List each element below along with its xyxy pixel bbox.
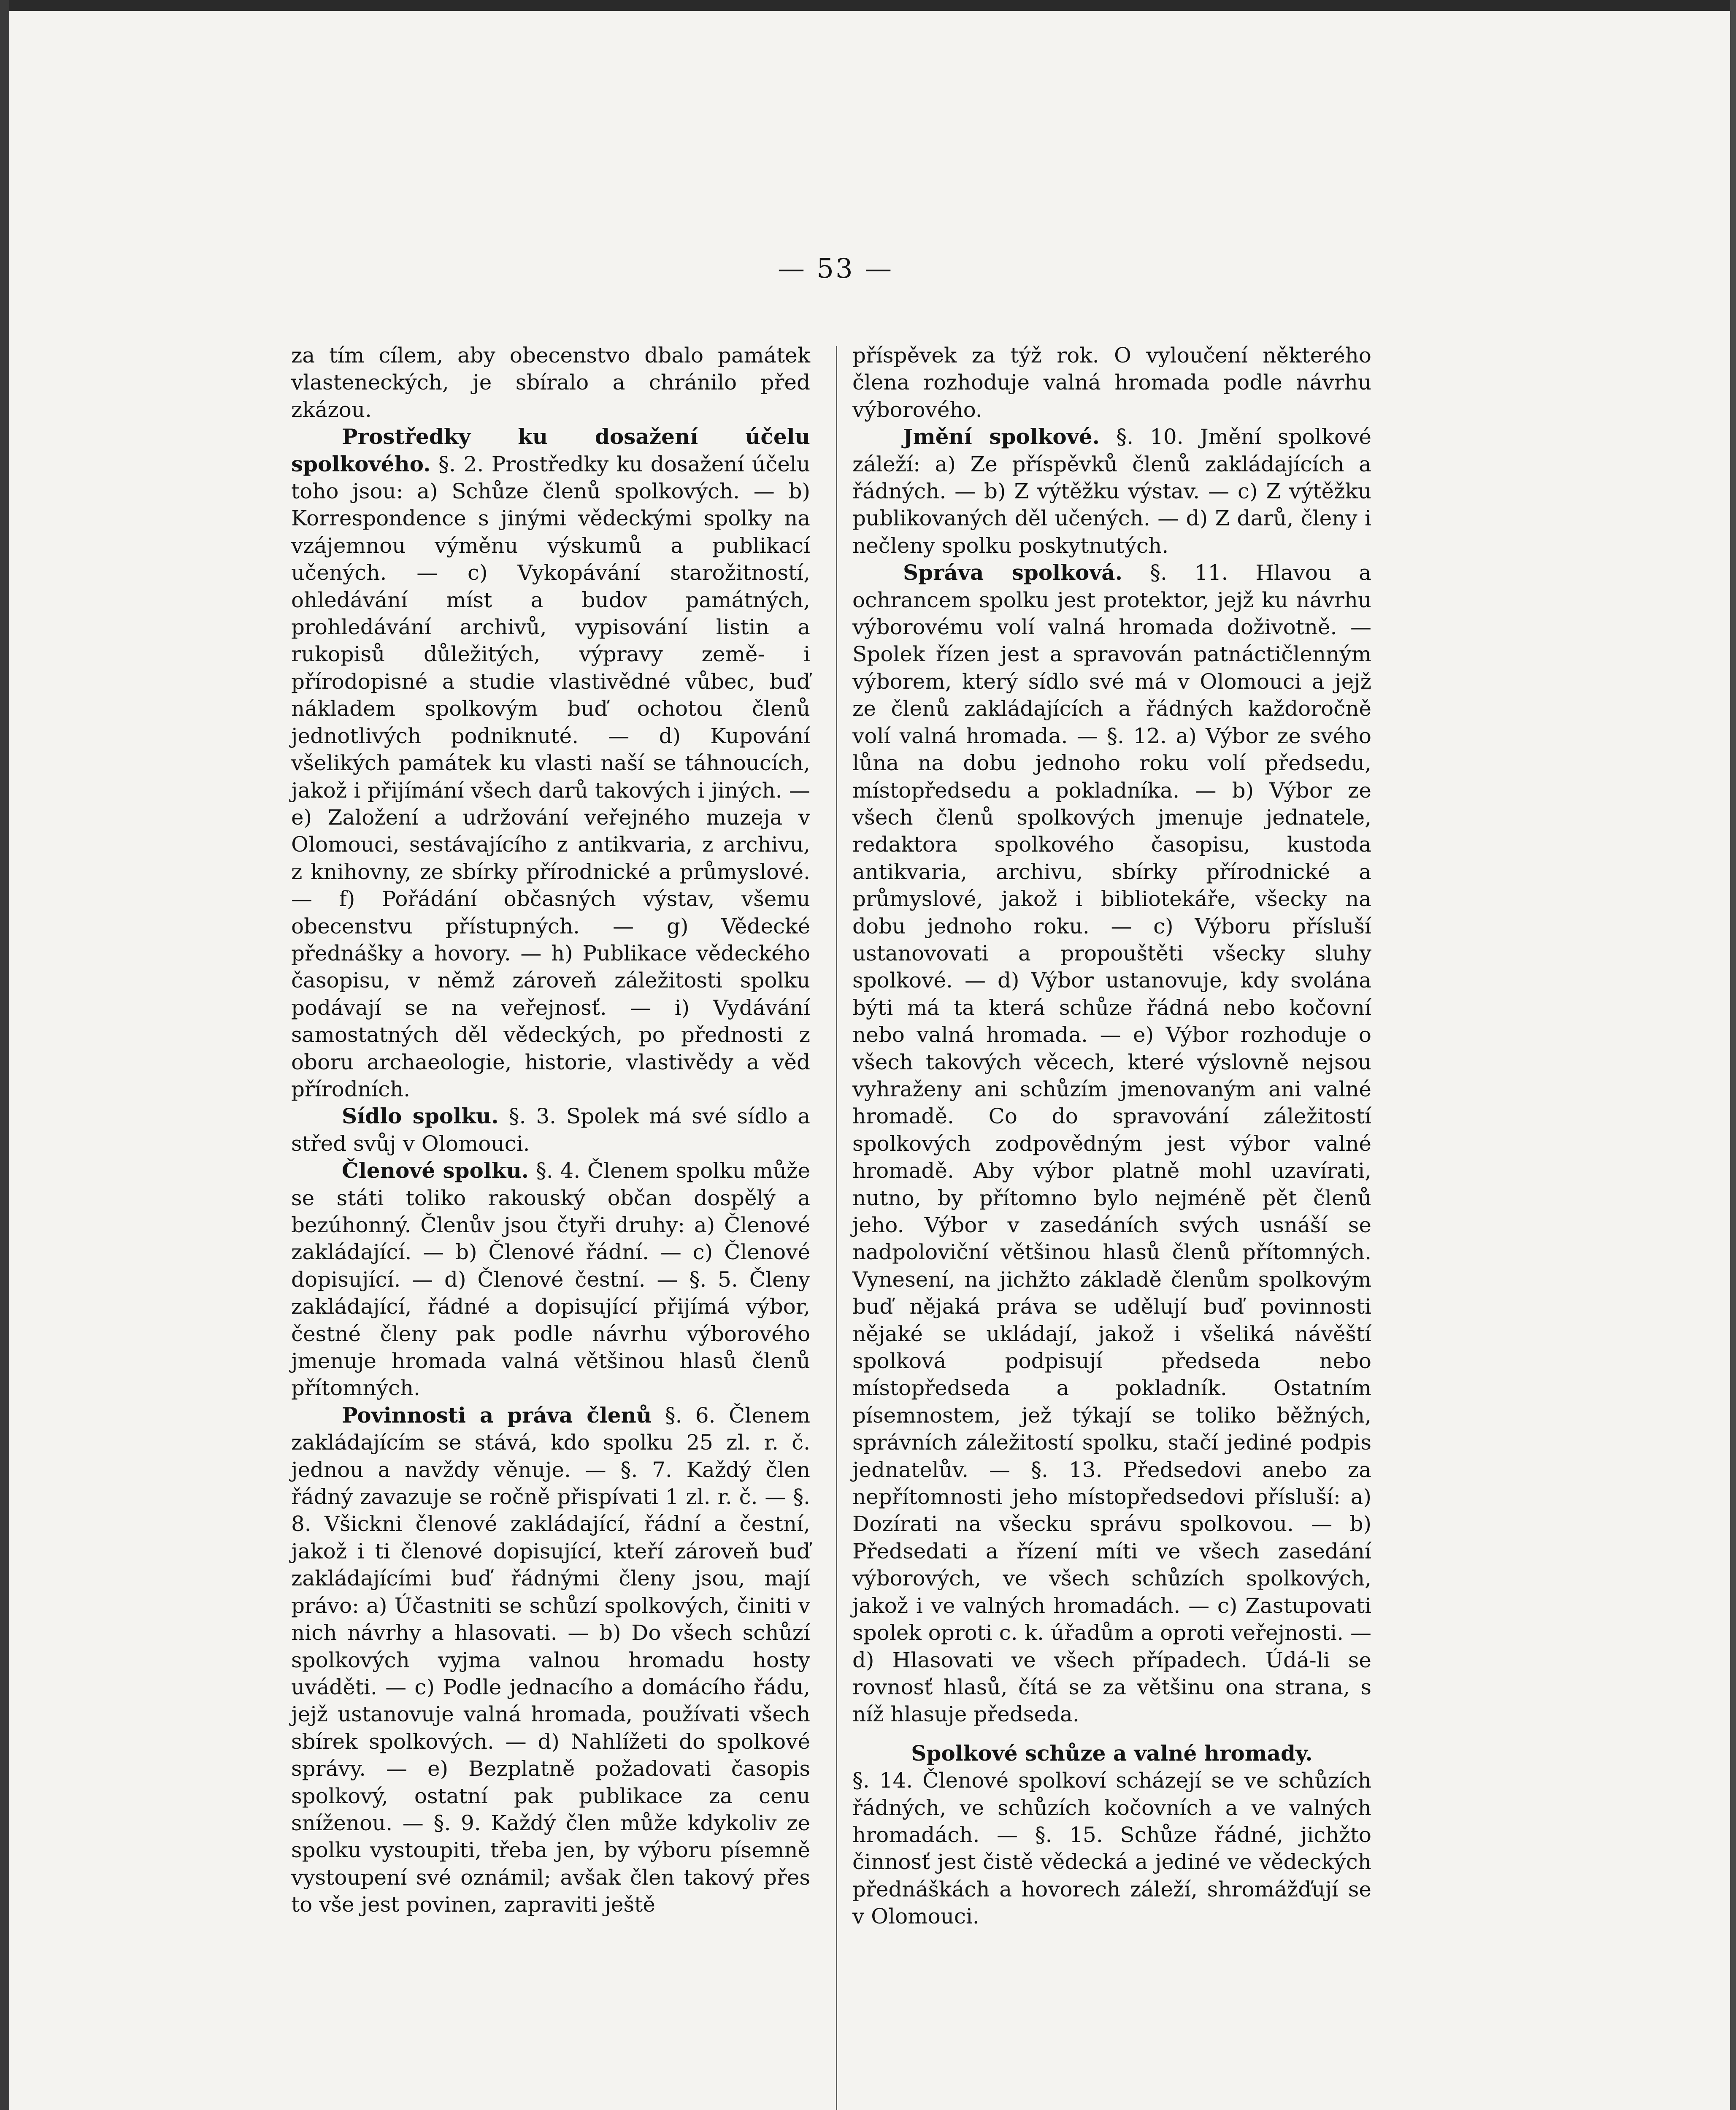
section-heading: Povinnosti a práva členů <box>342 1402 652 1428</box>
section-heading: Sídlo spolku. <box>342 1104 499 1129</box>
left-column <box>291 342 810 1918</box>
paragraph <box>291 342 810 423</box>
page-number: — 53 — <box>777 253 894 284</box>
scan-edge-left <box>0 0 9 2110</box>
section-heading: Prostředky ku dosažení účelu spolkového. <box>291 424 810 476</box>
paragraph-text: za tím cílem, aby obecenstvo dbalo památek vlasteneckých, je sbíralo a chránilo před zkázou. <box>291 343 810 422</box>
paragraph <box>291 1402 810 1918</box>
paragraph <box>291 423 810 1103</box>
paragraph-text: příspěvek za týž rok. O vyloučení některého člena rozhoduje valná hromada podle návrhu výborového. <box>852 343 1371 422</box>
paragraph-text: §. 2. Prostředky ku dosažení účelu toho jsou: a) Schůze členů spolkových. — b) Korrespondence s jinými vědeckými spolky na vzájemnou výměnu výskumů a publikací učených. — c) Vykopávání starožitností, ohledávání míst a budov památných, prohledávání archivů, vypisování listin a rukopisů důležitých, výpravy země- i přírodopisné a studie vlastivědné vůbec, buď nákladem spolkovým buď ochotou členů jednotlivých podniknuté. — d) Kupování všelikých památek ku vlasti naší se táhnoucích, jakož i přijímání všech darů takových i jiných. — e) Založení a udržování veřejného muzeja v Olomouci, sestávajícího z antikvaria, z archivu, z knihovny, ze sbírky přírodnické a průmyslové. — f) Pořádání občasných výstav, všemu obecenstvu přístupných. — g) Vědecké přednášky a hovory. — h) Publikace vědeckého časopisu, v němž zároveň záležitosti spolku podávají se na veřejnosť. — i) Vydávání samostatných děl vědeckých, po přednosti z oboru archaeologie, historie, vlastivědy a věd přírodních. <box>291 452 810 1101</box>
right-column <box>852 342 1371 1930</box>
paragraph-text: §. 11. Hlavou a ochrancem spolku jest protektor, jejž ku návrhu výborovému volí valná hromada doživotně. — Spolek řízen jest a spravován patnáctičlenným výborem, který sídlo své má v Olomouci a jejž ze členů zakládajících a řádných každoročně volí valná hromada. — §. 12. a) Výbor ze svého lůna na dobu jednoho roku volí předsedu, místopředsedu a pokladníka. — b) Výbor ze všech členů spolkových jmenuje jednatele, redaktora spolkového časopisu, kustoda antikvaria, archivu, sbírky přírodnické a průmyslové, jakož i bibliotekáře, všecky na dobu jednoho roku. — c) Výboru přísluší ustanovovati a propouštěti všecky sluhy spolkové. — d) Výbor ustanovuje, kdy svolána býti má ta která schůze řádná nebo kočovní nebo valná hromada. — e) Výbor rozhoduje o všech takových věcech, které výslovně nejsou vyhraženy ani schůzím jmenovaným ani valné hromadě. Co do spravování záležitostí spolkových zodpovědným jest výbor valné hromadě. Aby výbor platně mohl uzavírati, nutno, by přítomno bylo nejméně pět členů jeho. Výbor v zasedáních svých usnáší se nadpoloviční většinou hlasů členů přítomných. Vynesení, na jichžto základě členům spolkovým buď nějaká práva se udělují buď povinnosti nějaké se ukládají, jakož i všeliká návěští spolková podpisují předseda nebo místopředseda a pokladník. Ostatním písemnostem, jež týkají se toliko běžných, správních záležitostí spolku, stačí jediné podpis jednatelův. — §. 13. Předsedovi anebo za nepřítomnosti jeho místopředsedovi přísluší: a) Dozírati na všecku správu spolkovou. — b) Předsedati a řízení míti ve všech zasedání výborových, ve všech schůzích spolkových, jakož i ve valných hromadách. — c) Zastupovati spolek oproti c. k. úřadům a oproti veřejnosti. — d) Hlasovati ve všech případech. Údá-li se rovnosť hlasů, čítá se za většinu ona strana, s níž hlasuje předseda. <box>852 560 1371 1727</box>
paragraph-text: §. 4. Členem spolku může se státi toliko rakouský občan dospělý a bezúhonný. Členův jsou čtyři druhy: a) Členové zakládající. — b) Členové řádní. — c) Členové dopisující. — d) Členové čestní. — §. 5. Členy zakládající, řádné a dopisující přijímá výbor, čestné členy pak podle návrhu výborového jmenuje hromada valná většinou hlasů členů přítomných. <box>291 1158 810 1401</box>
scan-edge-top <box>0 0 1736 11</box>
scan-edge-right <box>1730 0 1736 2110</box>
section-heading: Jmění spolkové. <box>903 424 1100 449</box>
paragraph <box>291 1157 810 1402</box>
paragraph <box>852 423 1371 559</box>
paragraph-text: §. 6. Členem zakládajícím se stává, kdo spolku 25 zl. r. č. jednou a navždy věnuje. — §. 7. Každý člen řádný zavazuje se ročně přispívati 1 zl. r. č. — §. 8. Všickni členové zakládající, řádní a čestní, jakož i ti členové dopisující, kteří zároveň buď zakládajícími buď řádnými členy jsou, mají právo: a) Účastniti se schůzí spolkových, činiti v nich návrhy a hlasovati. — b) Do všech schůzí spolkových vyjma valnou hromadu hosty uváděti. — c) Podle jednacího a domácího řádu, jejž ustanovuje valná hromada, používati všech sbírek spolkových. — d) Nahlížeti do spolkové správy. — e) Bezplatně požadovati časopis spolkový, ostatní pak publikace za cenu sníženou. — §. 9. Každý člen může kdykoliv ze spolku vystoupiti, třeba jen, by výboru písemně vystoupení své oznámil; avšak člen takový přes to vše jest povinen, zapraviti ještě <box>291 1403 811 1917</box>
centered-section-heading: Spolkové schůze a valné hromady. <box>911 1740 1313 1766</box>
paragraph-text: §. 10. Jmění spolkové záleží: a) Ze příspěvků členů zakládajících a řádných. — b) Z výtěžku výstav. — c) Z výtěžku publikovaných děl učených. — d) Z darů, členy i nečleny spolku poskytnutých. <box>852 425 1371 558</box>
paragraph <box>852 342 1371 423</box>
paragraph <box>291 1103 810 1157</box>
paragraph-text: §. 3. Spolek má své sídlo a střed svůj v Olomouci. <box>291 1104 810 1156</box>
column-divider <box>836 346 837 2110</box>
paragraph <box>852 1767 1371 1930</box>
paragraph-text: §. 14. Členové spolkoví scházejí se ve schůzích řádných, ve schůzích kočovních a ve valných hromadách. — §. 15. Schůze řádné, jichžto činnosť jest čistě vědecká a jediné ve vědeckých přednáškách a hovorech záleží, shromážďují se v Olomouci. <box>852 1768 1371 1929</box>
paragraph <box>852 559 1371 1728</box>
section-heading: Členové spolku. <box>342 1158 529 1183</box>
section-heading: Správa spolková. <box>903 560 1123 585</box>
